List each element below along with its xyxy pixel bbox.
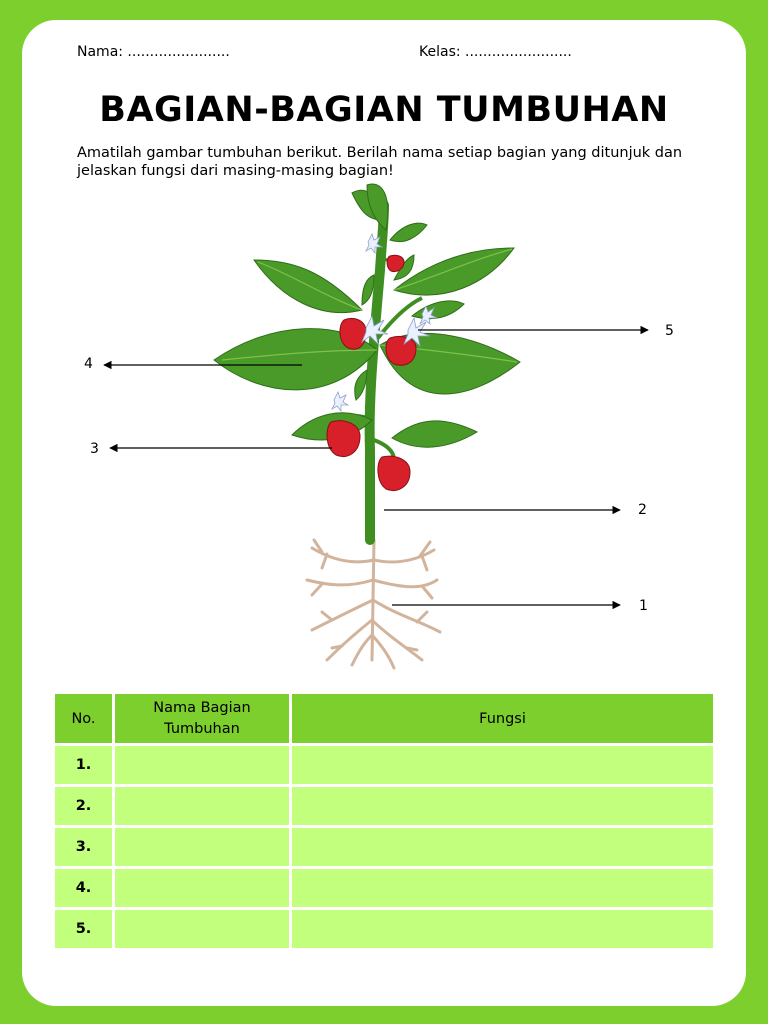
label-3: 3 (90, 441, 99, 457)
table-row (55, 910, 713, 948)
label-1-pointer (392, 598, 648, 614)
row-number: 4. (55, 869, 112, 907)
label-3-pointer (90, 441, 332, 457)
label-2: 2 (638, 502, 647, 518)
table-row (55, 787, 713, 825)
table-row (55, 828, 713, 866)
header-part-name: Nama Bagian Tumbuhan (115, 694, 289, 743)
row-number: 5. (55, 910, 112, 948)
worksheet-page (22, 20, 746, 1006)
header-no: No. (55, 694, 112, 743)
function-cell[interactable] (292, 746, 713, 784)
label-1: 1 (639, 598, 648, 614)
table-header-row (55, 694, 713, 743)
table-row (55, 746, 713, 784)
function-cell[interactable] (292, 787, 713, 825)
plant-diagram (22, 20, 746, 680)
header-function: Fungsi (292, 694, 713, 743)
label-4: 4 (84, 356, 93, 372)
row-number: 2. (55, 787, 112, 825)
answer-table (52, 691, 716, 951)
part-name-cell[interactable] (115, 869, 289, 907)
part-name-cell[interactable] (115, 910, 289, 948)
function-cell[interactable] (292, 869, 713, 907)
class-field[interactable]: Kelas: ........................ (419, 44, 572, 60)
part-name-cell[interactable] (115, 746, 289, 784)
instruction-text: Amatilah gambar tumbuhan berikut. Berilah nama setiap bagian yang ditunjuk dan jelaskan fungsi dari masing-masing bagian! (77, 145, 683, 179)
function-cell[interactable] (292, 828, 713, 866)
page-title: BAGIAN-BAGIAN TUMBUHAN (99, 90, 669, 130)
part-name-cell[interactable] (115, 828, 289, 866)
name-field[interactable]: Nama: ....................... (77, 44, 230, 60)
row-number: 1. (55, 746, 112, 784)
label-5: 5 (665, 323, 674, 339)
table-row (55, 869, 713, 907)
roots-illustration (307, 540, 440, 668)
label-2-pointer (384, 502, 647, 518)
row-number: 3. (55, 828, 112, 866)
function-cell[interactable] (292, 910, 713, 948)
part-name-cell[interactable] (115, 787, 289, 825)
